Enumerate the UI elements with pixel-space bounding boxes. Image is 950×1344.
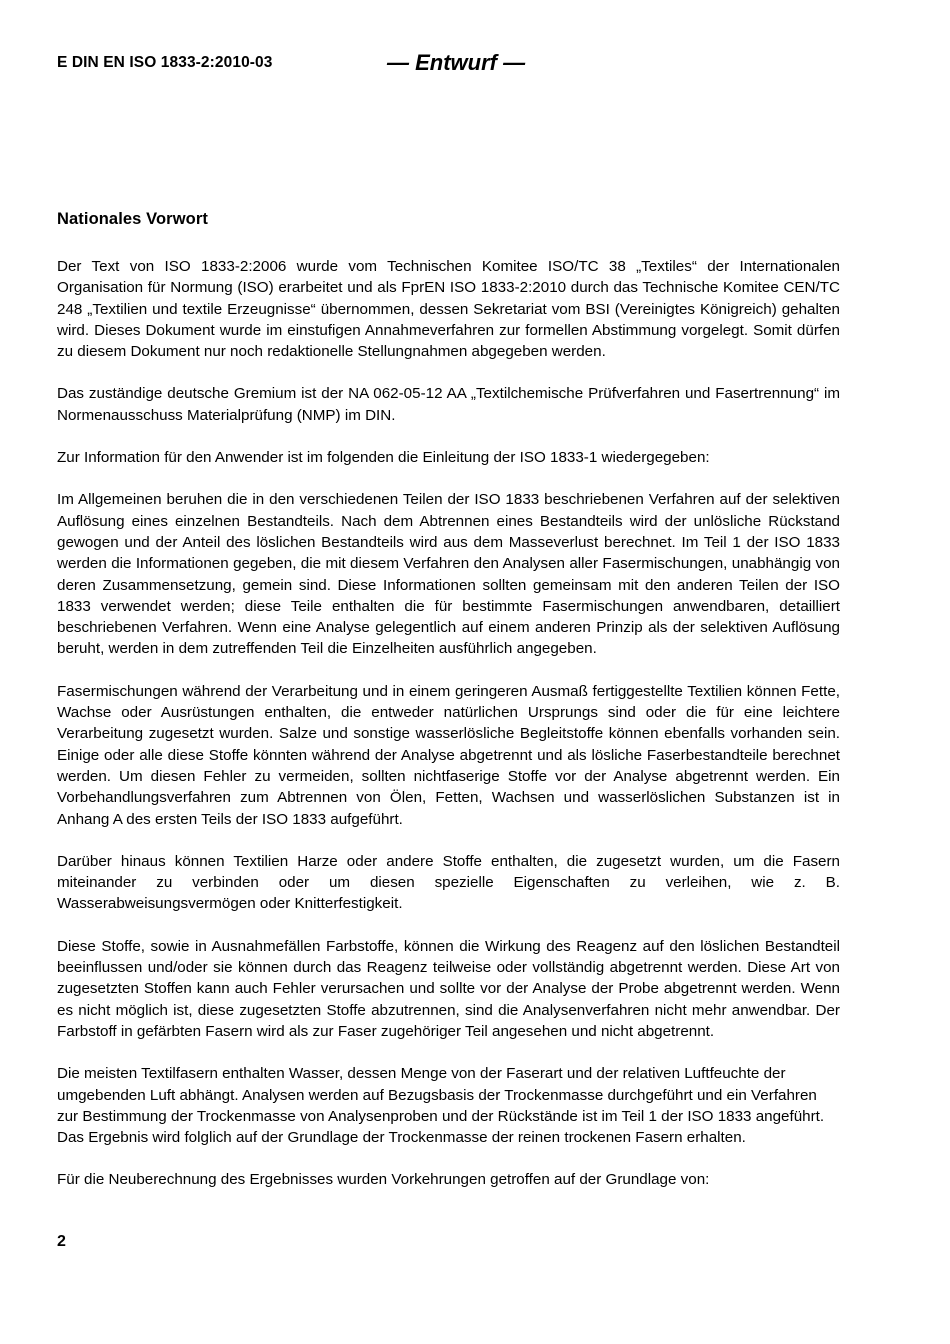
page-content [57, 208, 840, 1191]
page-number: 2 [57, 1233, 66, 1250]
page-header [57, 50, 840, 79]
standard-identifier: E DIN EN ISO 1833-2:2010-03 [57, 54, 273, 71]
paragraph-fasermischungen: Fasermischungen während der Verarbeitung und in einem geringeren Ausmaß fertiggestellte Textilien können Fette, Wachse oder Ausrüstungen enthalten, die entweder natürlichen Ursprungs sind oder die für eine leichtere Verarbeitung zugesetzt wurden. Salze und sonstige wasserlösliche Begleitstoffe können ebenfalls vorhanden sein. Einige oder alle diese Stoffe könnten während der Analyse abgetrennt und als lösliche Faserbestandteile berechnet werden. Um diesen Fehler zu vermeiden, sollten nichtfaserige Stoffe vor der Analyse abgetrennt werden. Ein Vorbehandlungsverfahren zum Abtrennen von Ölen, Fetten, Wachsen und wasserlöslichen Substanzen ist in Anhang A des ersten Teils der ISO 1833 aufgeführt. [57, 682, 840, 828]
paragraph-das-zustaendige-gremium: Das zuständige deutsche Gremium ist der NA 062-05-12 AA „Textilchemische Prüfverfahren und Fasertrennung“ im Normenausschuss Materialprüfung (NMP) im DIN. [57, 385, 840, 424]
paragraph-fuer-die-neuberechnung: Für die Neuberechnung des Ergebnisses wurden Vorkehrungen getroffen auf der Grundlage von: [57, 1171, 710, 1189]
paragraph-der-text: Der Text von ISO 1833-2:2006 wurde vom Technischen Komitee ISO/TC 38 „Textiles“ der Internationalen Organisation für Normung (ISO) erarbeitet und als FprEN ISO 1833-2:2010 durch das Technische Komitee CEN/TC 248 „Textilien und textile Erzeugnisse“ übernommen, dessen Sekretariat vom BSI (Vereinigtes Königreich) gehalten wird. Dieses Dokument wurde im einstufigen Annahmeverfahren zur formellen Abstimmung vorgelegt. Somit dürfen zu diesem Dokument nur noch redaktionelle Stellungnahmen abgegeben werden. [57, 258, 840, 361]
paragraph-im-allgemeinen: Im Allgemeinen beruhen die in den verschiedenen Teilen der ISO 1833 beschriebenen Verfahren auf der selektiven Auflösung eines einzelnen Bestandteils. Nach dem Abtrennen eines Bestandteils wird der unlösliche Rückstand gewogen und der Anteil des löslichen Bestandteils wird aus dem Masseverlust berechnet. Im Teil 1 der ISO 1833 werden die Informationen gegeben, die mit diesem Verfahren den Analysen aller Fasermischungen, unabhängig von deren Zusammensetzung, gemein sind. Diese Informationen sollten gemeinsam mit den anderen Teilen der ISO 1833 verwendet werden; diese Teile enthalten die für bestimmte Fasermischungen anwendbaren, detailliert beschriebenen Verfahren. Wenn eine Analyse gelegentlich auf einem anderen Prinzip als der selektiven Auflösung beruht, werden in dem zutreffenden Teil die Einzelheiten ausführlich angegeben. [57, 491, 840, 658]
section-title: Nationales Vorwort [57, 210, 208, 228]
paragraph-zur-information: Zur Information für den Anwender ist im folgenden die Einleitung der ISO 1833-1 wiedergegeben: [57, 449, 710, 467]
paragraph-die-meisten-textilfasern: Die meisten Textilfasern enthalten Wasser, dessen Menge von der Faserart und der relativen Luftfeuchte der umgebenden Luft abhängt. Analysen werden auf Bezugsbasis der Trockenmasse durchgeführt und ein Verfahren zur Bestimmung der Trockenmasse von Analysenproben und der Rückstände ist im Teil 1 der ISO 1833 angeführt. Das Ergebnis wird folglich auf der Grundlage der Trockenmasse der reinen trockenen Fasern erhalten. [57, 1065, 825, 1147]
paragraph-diese-stoffe: Diese Stoffe, sowie in Ausnahmefällen Farbstoffe, können die Wirkung des Reagenz auf den löslichen Bestandteil beeinflussen und/oder sie können durch das Reagenz teilweise oder vollständig abgetrennt werden. Diese Art von zugesetzten Stoffen kann auch Fehler verursachen und sollte vor der Analyse der Probe abgetrennt werden. Wenn es nicht möglich ist, diese zugesetzten Stoffe abzutrennen, sind die Analysenverfahren nicht mehr anwendbar. Der Farbstoff in gefärbten Fasern wird als zur Faser zugehöriger Teil angesehen und nicht abgetrennt. [57, 937, 840, 1040]
draft-marker: — Entwurf — [387, 50, 526, 75]
paragraph-darueber-hinaus: Darüber hinaus können Textilien Harze oder andere Stoffe enthalten, die zugesetzt wurden, um die Fasern miteinander zu verbinden oder um diesen spezielle Eigenschaften zu verleihen, wie z. B. Wasserabweisungsvermögen oder Knitterfestigkeit. [57, 852, 840, 913]
